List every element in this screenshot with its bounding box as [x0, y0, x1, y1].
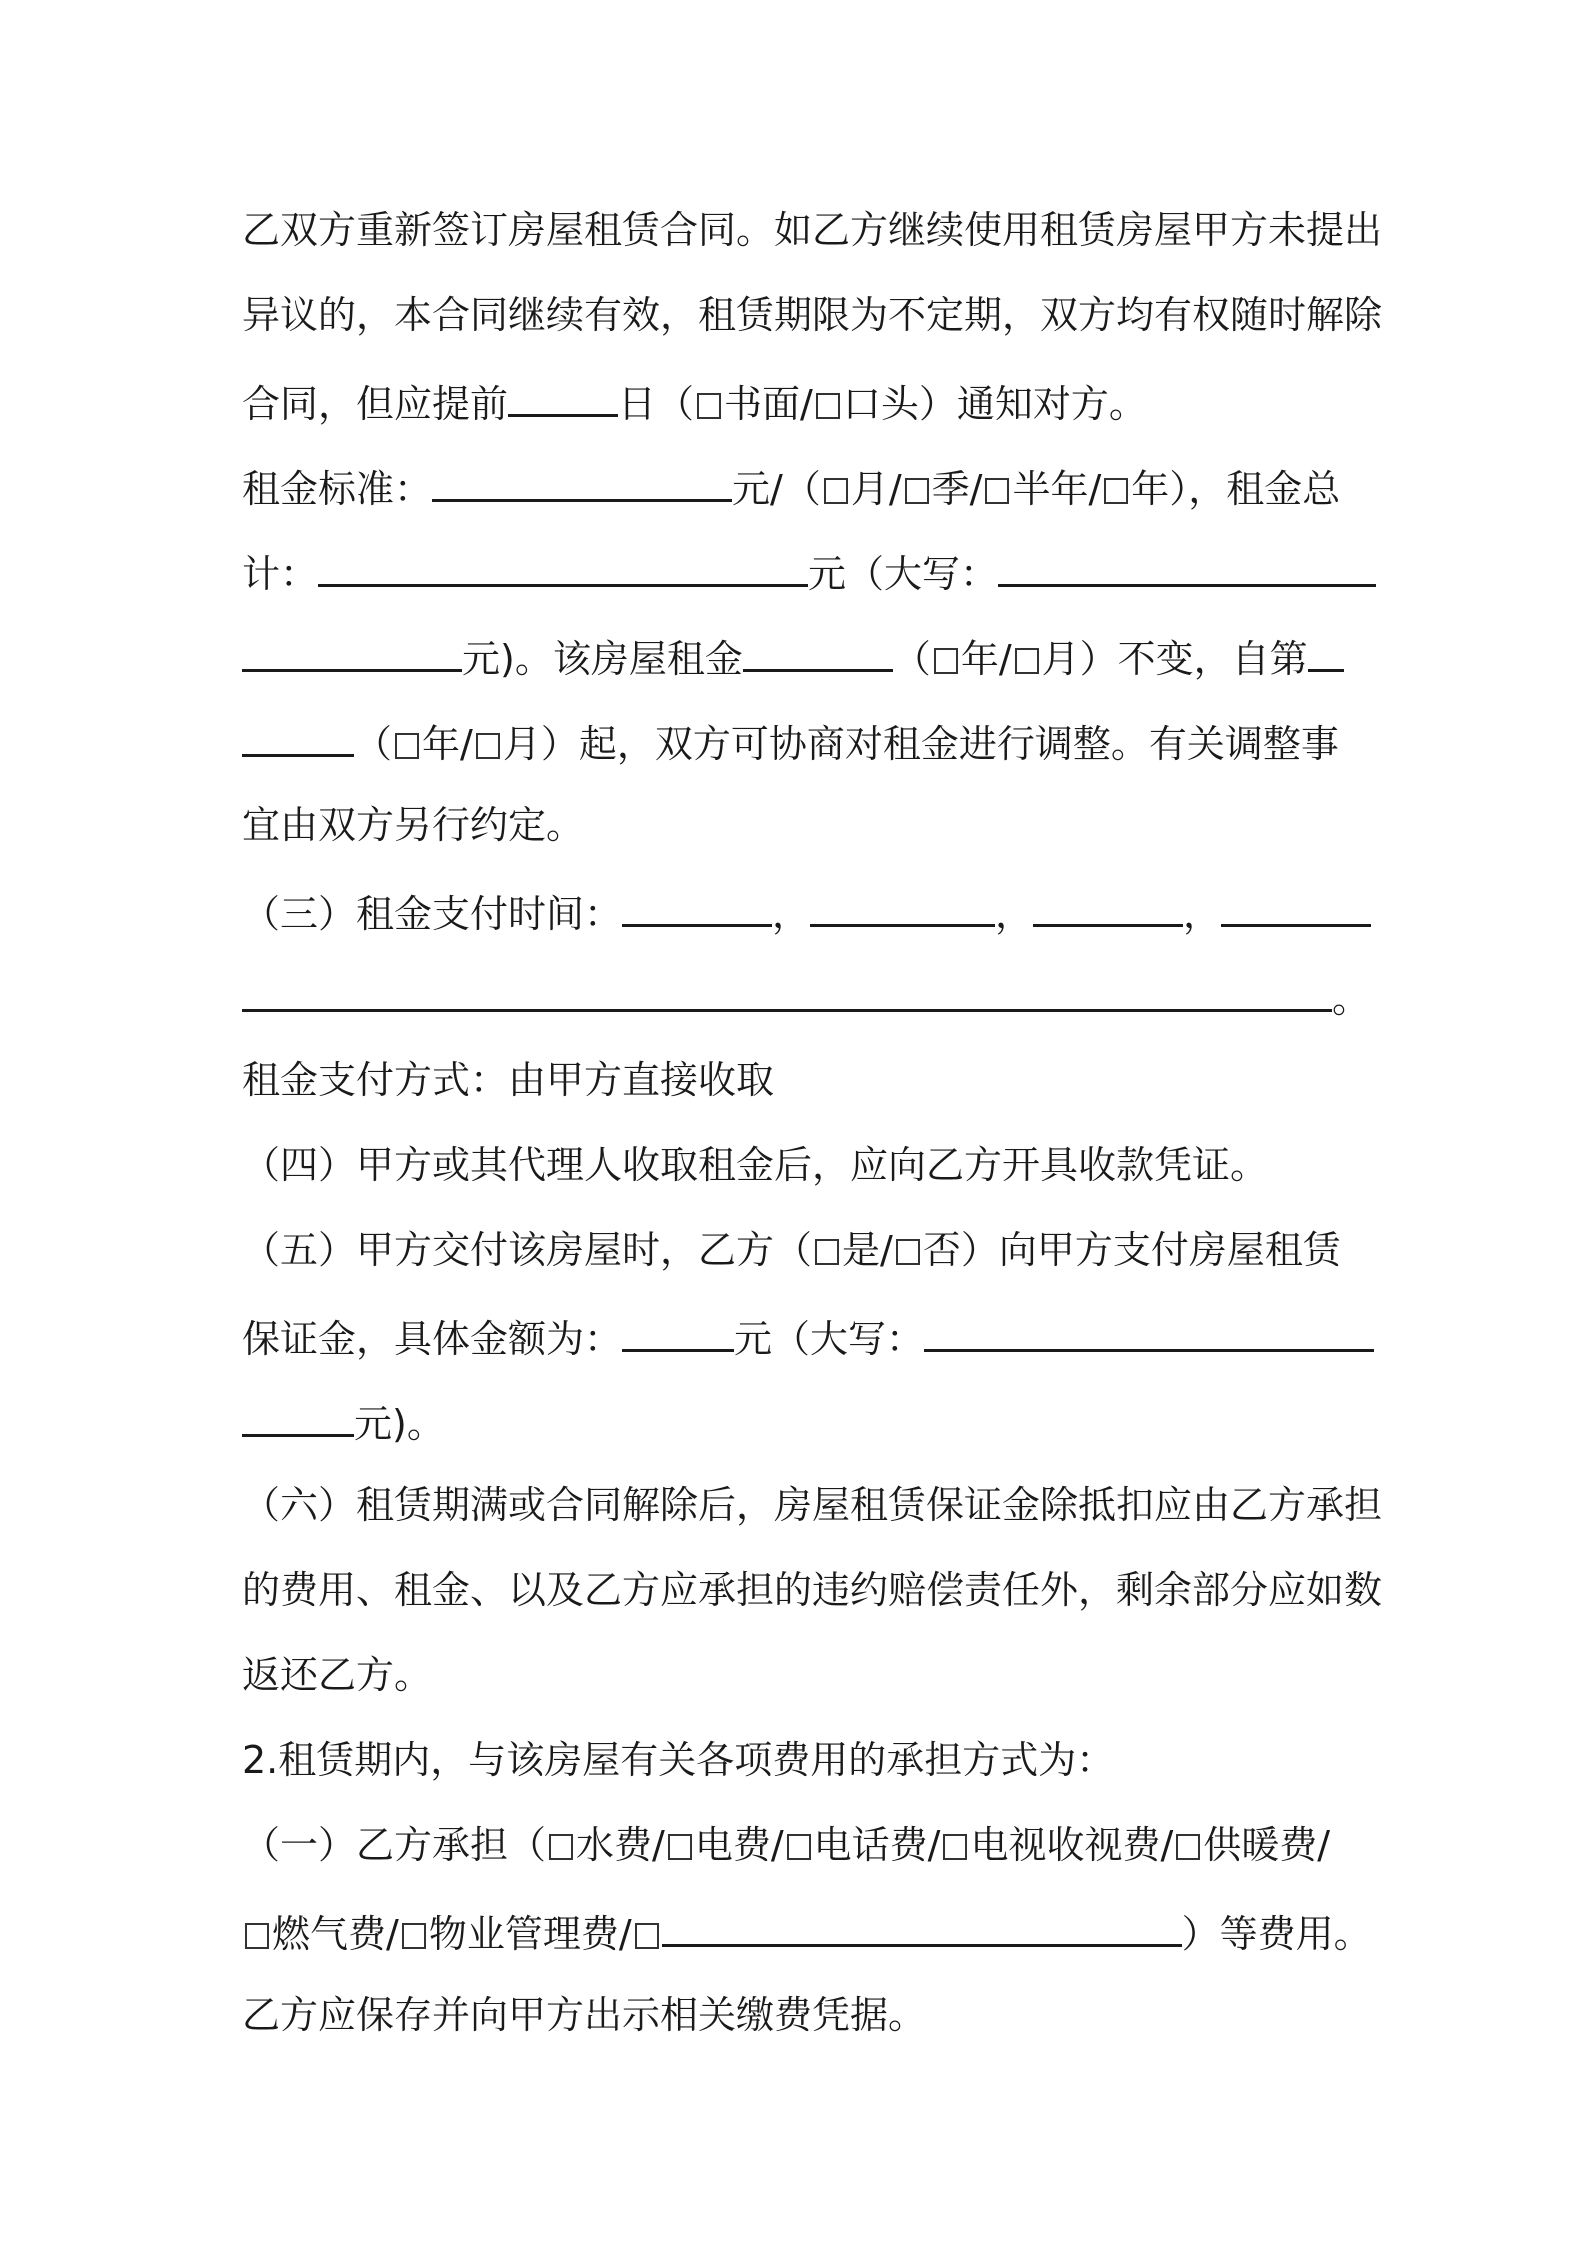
text-line: [242, 285, 1382, 345]
text-line: [242, 200, 1382, 260]
line-text: 否）向甲方支付房屋租赁: [922, 1228, 1341, 1272]
option-label: 年/: [960, 637, 1012, 681]
property-fee-checkbox[interactable]: [402, 1923, 426, 1949]
phone-checkbox[interactable]: [787, 1834, 811, 1860]
line-text: 日（: [618, 382, 695, 426]
line-text: （五）甲方交付该房屋时，乙方（: [242, 1228, 813, 1272]
text-line: [242, 1985, 926, 2045]
other-expense-field[interactable]: [662, 1900, 1182, 1947]
option-label: 电话费/: [813, 1823, 941, 1867]
line-text: 租金支付方式：由甲方直接收取: [242, 1058, 775, 1102]
line-text: 。: [1332, 977, 1371, 1021]
text-line: [242, 1730, 1114, 1790]
deposit-amount-line-cont: [242, 1390, 445, 1450]
option-label: 季/: [931, 467, 983, 511]
text-line: [242, 795, 584, 855]
rent-total-uppercase-field[interactable]: [998, 540, 1376, 587]
line-text: 异议的，本合同继续有效，租赁期限为不定期，双方均有权随时解除: [242, 293, 1383, 337]
line-text: 元)。该房屋租金: [462, 637, 743, 681]
option-label: 电视收视费/: [970, 1823, 1174, 1867]
quarter-checkbox[interactable]: [905, 478, 929, 504]
line-text: 乙双方重新签订房屋租赁合同。如乙方继续使用租赁房屋甲方未提出: [242, 208, 1383, 252]
option-label: 月/: [850, 467, 902, 511]
deposit-uppercase-field-cont[interactable]: [242, 1390, 354, 1437]
line-text: 租金标准：: [242, 467, 433, 511]
tv-checkbox[interactable]: [943, 1834, 967, 1860]
line-text: 元/（: [732, 467, 821, 511]
option-label: 燃气费/: [272, 1912, 399, 1956]
line-text: 返还乙方。: [242, 1653, 433, 1697]
other-checkbox[interactable]: [635, 1923, 659, 1949]
yes-checkbox[interactable]: [815, 1239, 839, 1265]
payment-time-line-cont: [242, 965, 1370, 1025]
option-label: 半年/: [1012, 467, 1102, 511]
text-line: [242, 1050, 774, 1110]
deposit-uppercase-field[interactable]: [924, 1305, 1374, 1352]
notice-days-field[interactable]: [508, 370, 618, 417]
line-text: （六）租赁期满或合同解除后，房屋租赁保证金除抵扣应由乙方承担: [242, 1483, 1383, 1527]
deposit-line: [242, 1220, 1341, 1280]
option-label: 书面/: [724, 382, 813, 426]
option-label: 电费/: [694, 1823, 784, 1867]
line-text: （四）甲方或其代理人收取租金后，应向乙方开具收款凭证。: [242, 1143, 1269, 1187]
text-line: [242, 1135, 1268, 1195]
payment-time-line: [242, 880, 1371, 940]
gas-checkbox[interactable]: [245, 1923, 269, 1949]
rent-total-line: [242, 540, 1376, 600]
line-text: 元（大写：: [808, 552, 999, 596]
separator: ，: [772, 892, 811, 936]
notice-clause: [242, 370, 1147, 430]
option-label: 年/: [422, 722, 473, 766]
line-text: 2.租赁期内，与该房屋有关各项费用的承担方式为：: [242, 1738, 1115, 1782]
line-text: 合同，但应提前: [242, 382, 509, 426]
rent-standard-line: [242, 455, 1340, 515]
line-text: （三）租金支付时间：: [242, 892, 623, 936]
payment-time-field-2[interactable]: [810, 880, 995, 927]
separator: ，: [1183, 892, 1222, 936]
option-label: 是/: [842, 1228, 893, 1272]
month-checkbox[interactable]: [824, 478, 848, 504]
rent-total-field[interactable]: [318, 540, 808, 587]
line-text: 宜由双方另行约定。: [242, 803, 585, 847]
rent-fixed-line: [242, 625, 1344, 685]
month-checkbox[interactable]: [476, 733, 500, 759]
rent-standard-field[interactable]: [432, 455, 732, 502]
line-text: （: [354, 722, 393, 766]
written-checkbox[interactable]: [697, 393, 721, 419]
separator: ，: [995, 892, 1034, 936]
deposit-amount-line: [242, 1305, 1374, 1365]
option-label: 水费/: [576, 1823, 665, 1867]
line-text: 元)。: [354, 1402, 445, 1446]
text-line: [242, 1475, 1382, 1535]
year-checkbox[interactable]: [934, 648, 958, 674]
line-text: 月）不变，自第: [1041, 637, 1308, 681]
payment-time-field-4[interactable]: [1221, 880, 1371, 927]
line-text: 年），租金总: [1131, 467, 1341, 511]
line-text: 计：: [242, 552, 319, 596]
line-text: 月）起，双方可协商对租金进行调整。有关调整事: [502, 722, 1339, 766]
rent-total-uppercase-field-cont[interactable]: [242, 625, 462, 672]
water-checkbox[interactable]: [549, 1834, 573, 1860]
electricity-checkbox[interactable]: [668, 1834, 692, 1860]
text-line: [242, 1560, 1382, 1620]
oral-checkbox[interactable]: [816, 393, 840, 419]
half-year-checkbox[interactable]: [985, 478, 1009, 504]
payment-time-field-1[interactable]: [622, 880, 772, 927]
option-label: 物业管理费/: [428, 1912, 632, 1956]
payment-time-field-5[interactable]: [242, 965, 1332, 1012]
line-text: （: [892, 637, 931, 681]
month-checkbox[interactable]: [1015, 648, 1039, 674]
no-checkbox[interactable]: [896, 1239, 920, 1265]
rent-fixed-field[interactable]: [743, 625, 893, 672]
year-checkbox[interactable]: [1104, 478, 1128, 504]
text-line: [242, 1645, 432, 1705]
adjust-start-field-cont[interactable]: [242, 710, 354, 757]
expense-line: [242, 1815, 1330, 1875]
deposit-amount-field[interactable]: [622, 1305, 734, 1352]
line-text: 保证金，具体金额为：: [242, 1317, 623, 1361]
rent-adjust-line: [242, 710, 1339, 770]
heating-checkbox[interactable]: [1176, 1834, 1200, 1860]
line-text: ）等费用。: [1181, 1912, 1372, 1956]
line-text: 口头）通知对方。: [842, 382, 1147, 426]
payment-time-field-3[interactable]: [1033, 880, 1183, 927]
line-text: （一）乙方承担（: [242, 1823, 547, 1867]
expense-line-cont: [242, 1900, 1372, 1960]
line-text: 元（大写：: [734, 1317, 925, 1361]
line-text: 的费用、租金、以及乙方应承担的违约赔偿责任外，剩余部分应如数: [242, 1568, 1383, 1612]
line-text: 乙方应保存并向甲方出示相关缴费凭据。: [242, 1993, 927, 2037]
adjust-start-field[interactable]: [1308, 625, 1344, 672]
option-label: 供暖费/: [1203, 1823, 1331, 1867]
year-checkbox[interactable]: [395, 733, 419, 759]
